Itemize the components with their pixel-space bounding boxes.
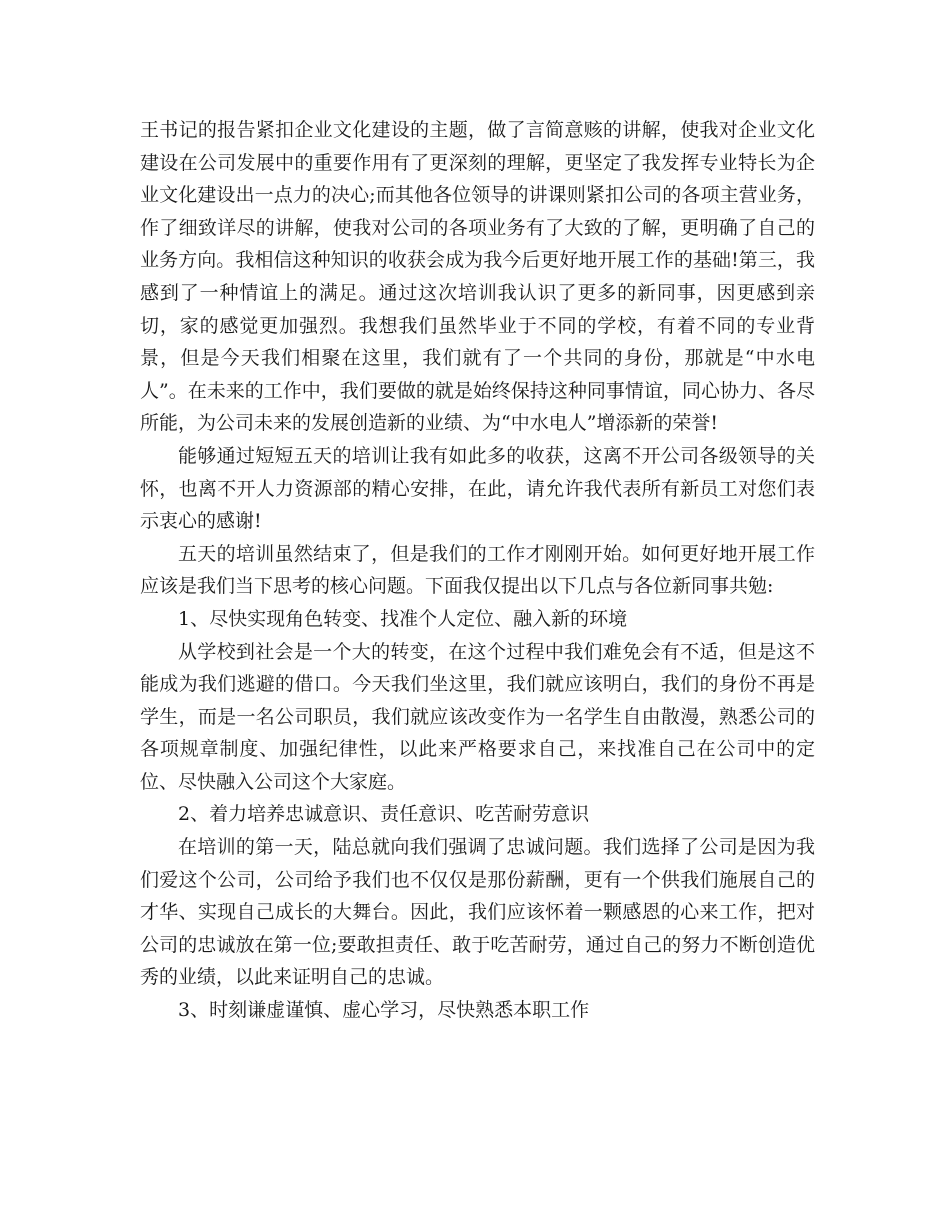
section-heading-3: 3、时刻谦虚谨慎、虚心学习，尽快熟悉本职工作 — [178, 999, 590, 1022]
section-heading-1: 1、尽快实现角色转变、找准个人定位、融入新的环境 — [178, 607, 628, 630]
body-paragraph: 五天的培训虽然结束了，但是我们的工作才刚刚开始。如何更好地开展工作应该是我们当下思考的核心问题。下面我仅提出以下几点与各位新同事共勉: — [140, 542, 815, 598]
body-paragraph: 从学校到社会是一个大的转变，在这个过程中我们难免会有不适，但是这不能成为我们逃避的借口。今天我们坐这里，我们就应该明白，我们的身份不再是学生，而是一名公司职员，我们就应该改变作为一名学生自由散漫，熟悉公司的各项规章制度、加强纪律性，以此来严格要求自己，来找准自己在公司中的定位、尽快融入公司这个大家庭。 — [140, 640, 815, 793]
body-paragraph: 能够通过短短五天的培训让我有如此多的收获，这离不开公司各级领导的关怀，也离不开人力资源部的精心安排，在此，请允许我代表所有新员工对您们表示衷心的感谢! — [140, 444, 815, 533]
document-body — [140, 114, 815, 1027]
section-heading-2: 2、着力培养忠诚意识、责任意识、吃苦耐劳意识 — [178, 803, 590, 826]
body-paragraph: 在培训的第一天，陆总就向我们强调了忠诚问题。我们选择了公司是因为我们爱这个公司，公司给予我们也不仅仅是那份薪酬，更有一个供我们施展自己的才华、实现自己成长的大舞台。因此，我们应该怀着一颗感恩的心来工作，把对公司的忠诚放在第一位;要敢担责任、敢于吃苦耐劳，通过自己的努力不断创造优秀的业绩，以此来证明自己的忠诚。 — [140, 836, 815, 989]
body-paragraph: 王书记的报告紧扣企业文化建设的主题，做了言简意赅的讲解，使我对企业文化建设在公司发展中的重要作用有了更深刻的理解，更坚定了我发挥专业特长为企业文化建设出一点力的决心;而其他各位领导的讲课则紧扣公司的各项主营业务，作了细致详尽的讲解，使我对公司的各项业务有了大致的了解，更明确了自己的业务方向。我相信这种知识的收获会成为我今后更好地开展工作的基础!第三，我感到了一种情谊上的满足。通过这次培训我认识了更多的新同事，因更感到亲切，家的感觉更加强烈。我想我们虽然毕业于不同的学校，有着不同的专业背景，但是今天我们相聚在这里，我们就有了一个共同的身份，那就是“中水电人”。在未来的工作中，我们要做的就是始终保持这种同事情谊，同心协力、各尽所能，为公司未来的发展创造新的业绩、为“中水电人”增添新的荣誉! — [140, 119, 815, 435]
